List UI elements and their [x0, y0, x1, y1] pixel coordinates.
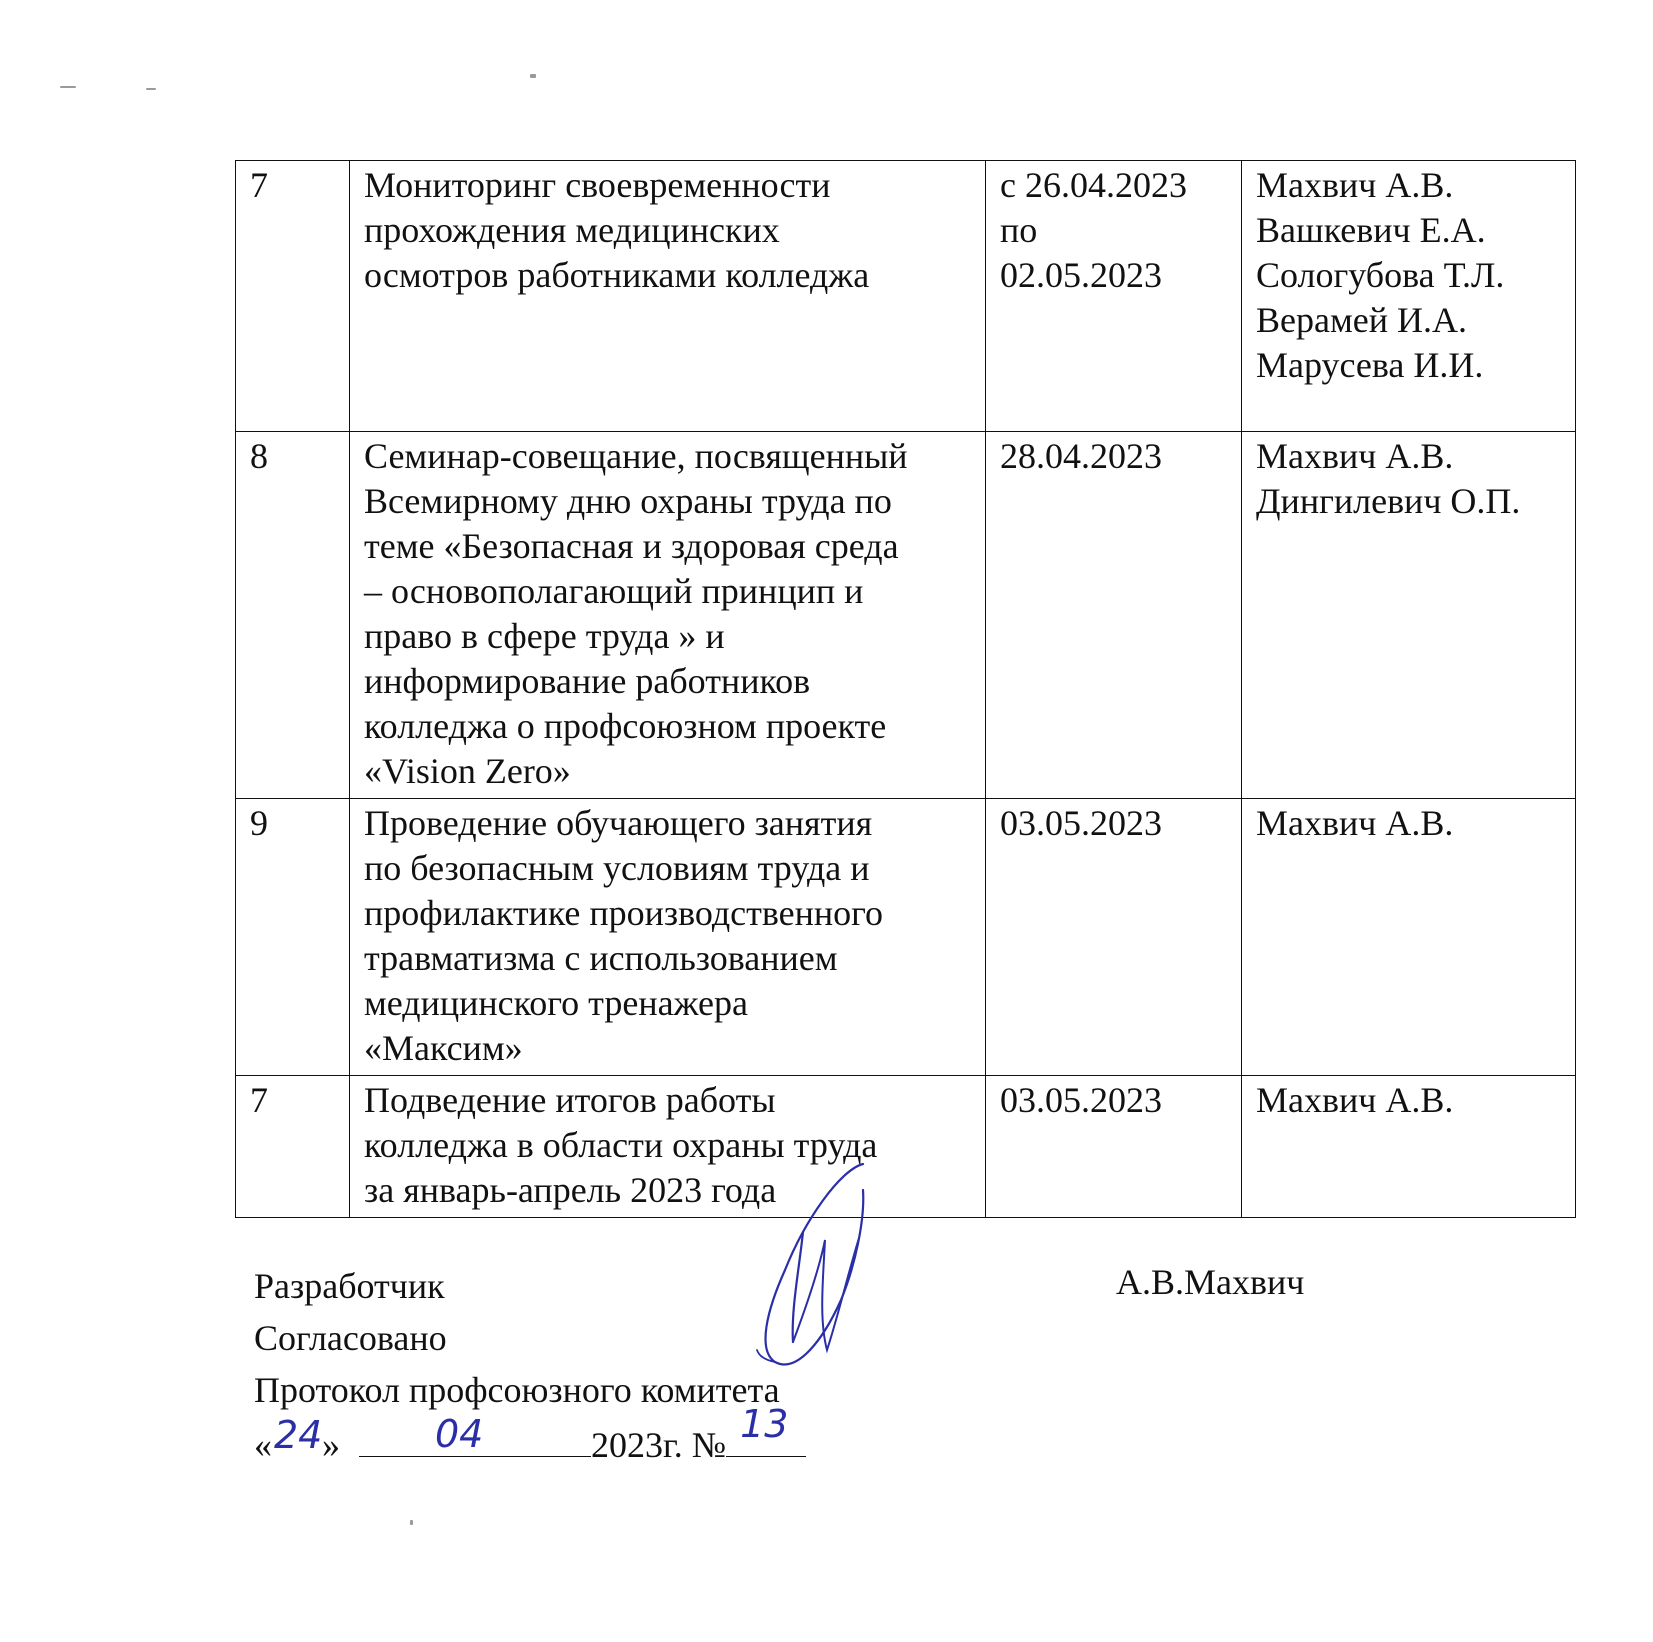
plan-table	[235, 160, 1576, 1218]
activity-text-line: Проведение обучающего занятия	[364, 803, 873, 843]
activity-text-line: «Vision Zero»	[364, 751, 571, 791]
activity-text-line: колледжа о профсоюзном проекте	[364, 706, 887, 746]
footer-block	[254, 1260, 780, 1416]
table-row	[236, 432, 1576, 799]
activity-text-line: травматизма с использованием	[364, 938, 838, 978]
activity-cell	[350, 432, 986, 799]
activity-text-line: колледжа в области охраны труда	[364, 1125, 878, 1165]
activity-text-line: по безопасным условиям труда и	[364, 848, 870, 888]
handwritten-signature	[745, 1160, 875, 1370]
date-text-line: 28.04.2023	[1000, 436, 1162, 476]
protocol-label: Протокол профсоюзного комитета	[254, 1370, 780, 1410]
date-text-line: 03.05.2023	[1000, 803, 1162, 843]
activity-text-line: профилактике производственного	[364, 893, 884, 933]
activity-text-line: информирование работников	[364, 661, 811, 701]
row-number: 7	[250, 165, 268, 205]
scan-speck	[530, 74, 536, 78]
activity-text-line: Всемирному дню охраны труда по	[364, 481, 892, 521]
responsible-person: Сологубова Т.Л.	[1256, 255, 1505, 295]
activity-text-line: право в сфере труда » и	[364, 616, 725, 656]
responsible-person: Дингилевич О.П.	[1256, 481, 1521, 521]
row-number: 8	[250, 436, 268, 476]
date-text-line: по	[1000, 210, 1038, 250]
open-quote: «	[254, 1425, 272, 1465]
activity-text-line: осмотров работниками колледжа	[364, 255, 870, 295]
date-text-line: 03.05.2023	[1000, 1080, 1162, 1120]
date-cell	[986, 432, 1242, 799]
responsible-cell	[1242, 1076, 1576, 1218]
date-text-line: 02.05.2023	[1000, 255, 1162, 295]
activity-cell	[350, 161, 986, 432]
handwritten-day: 24	[274, 1413, 323, 1457]
date-cell	[986, 161, 1242, 432]
date-cell	[986, 1076, 1242, 1218]
responsible-person: Марусева И.И.	[1256, 345, 1484, 385]
responsible-person: Верамей И.А.	[1256, 300, 1467, 340]
activity-cell	[350, 1076, 986, 1218]
responsible-cell	[1242, 161, 1576, 432]
close-quote: »	[322, 1425, 340, 1465]
scan-speck	[60, 86, 76, 88]
agreed-label: Согласовано	[254, 1318, 447, 1358]
activity-text-line: теме «Безопасная и здоровая среда	[364, 526, 899, 566]
date-cell	[986, 799, 1242, 1076]
row-number: 9	[250, 803, 268, 843]
activity-text-line: прохождения медицинских	[364, 210, 780, 250]
table-row	[236, 161, 1576, 432]
day-blank	[272, 1413, 323, 1457]
year-number-text: 2023г. №	[591, 1425, 727, 1465]
responsible-person: Махвич А.В.	[1256, 803, 1454, 843]
activity-text-line: за январь-апрель 2023 года	[364, 1170, 777, 1210]
row-number-cell	[236, 432, 350, 799]
activity-text-line: Подведение итогов работы	[364, 1080, 776, 1120]
date-text-line: с 26.04.2023	[1000, 165, 1187, 205]
developer-label: Разработчик	[254, 1266, 445, 1306]
row-number-cell	[236, 161, 350, 432]
responsible-person: Махвич А.В.	[1256, 436, 1454, 476]
activity-cell	[350, 799, 986, 1076]
scan-speck	[410, 1520, 413, 1525]
row-number-cell	[236, 799, 350, 1076]
handwritten-number: 13	[740, 1402, 789, 1446]
row-number-cell	[236, 1076, 350, 1218]
handwritten-month: 04	[435, 1412, 484, 1456]
developer-name: А.В.Махвич	[1116, 1262, 1305, 1302]
number-blank	[726, 1402, 806, 1457]
row-number: 7	[250, 1080, 268, 1120]
responsible-cell	[1242, 799, 1576, 1076]
activity-text-line: медицинского тренажера	[364, 983, 748, 1023]
responsible-person: Махвич А.В.	[1256, 165, 1454, 205]
responsible-cell	[1242, 432, 1576, 799]
table-row	[236, 799, 1576, 1076]
responsible-person: Вашкевич Е.А.	[1256, 210, 1486, 250]
activity-text-line: Мониторинг своевременности	[364, 165, 831, 205]
activity-text-line: «Максим»	[364, 1028, 523, 1068]
month-blank	[359, 1412, 591, 1457]
protocol-date-line	[254, 1402, 806, 1471]
activity-text-line: Семинар-совещание, посвященный	[364, 436, 908, 476]
table-row	[236, 1076, 1576, 1218]
responsible-person: Махвич А.В.	[1256, 1080, 1454, 1120]
activity-text-line: – основополагающий принцип и	[364, 571, 864, 611]
scan-speck	[146, 88, 156, 90]
